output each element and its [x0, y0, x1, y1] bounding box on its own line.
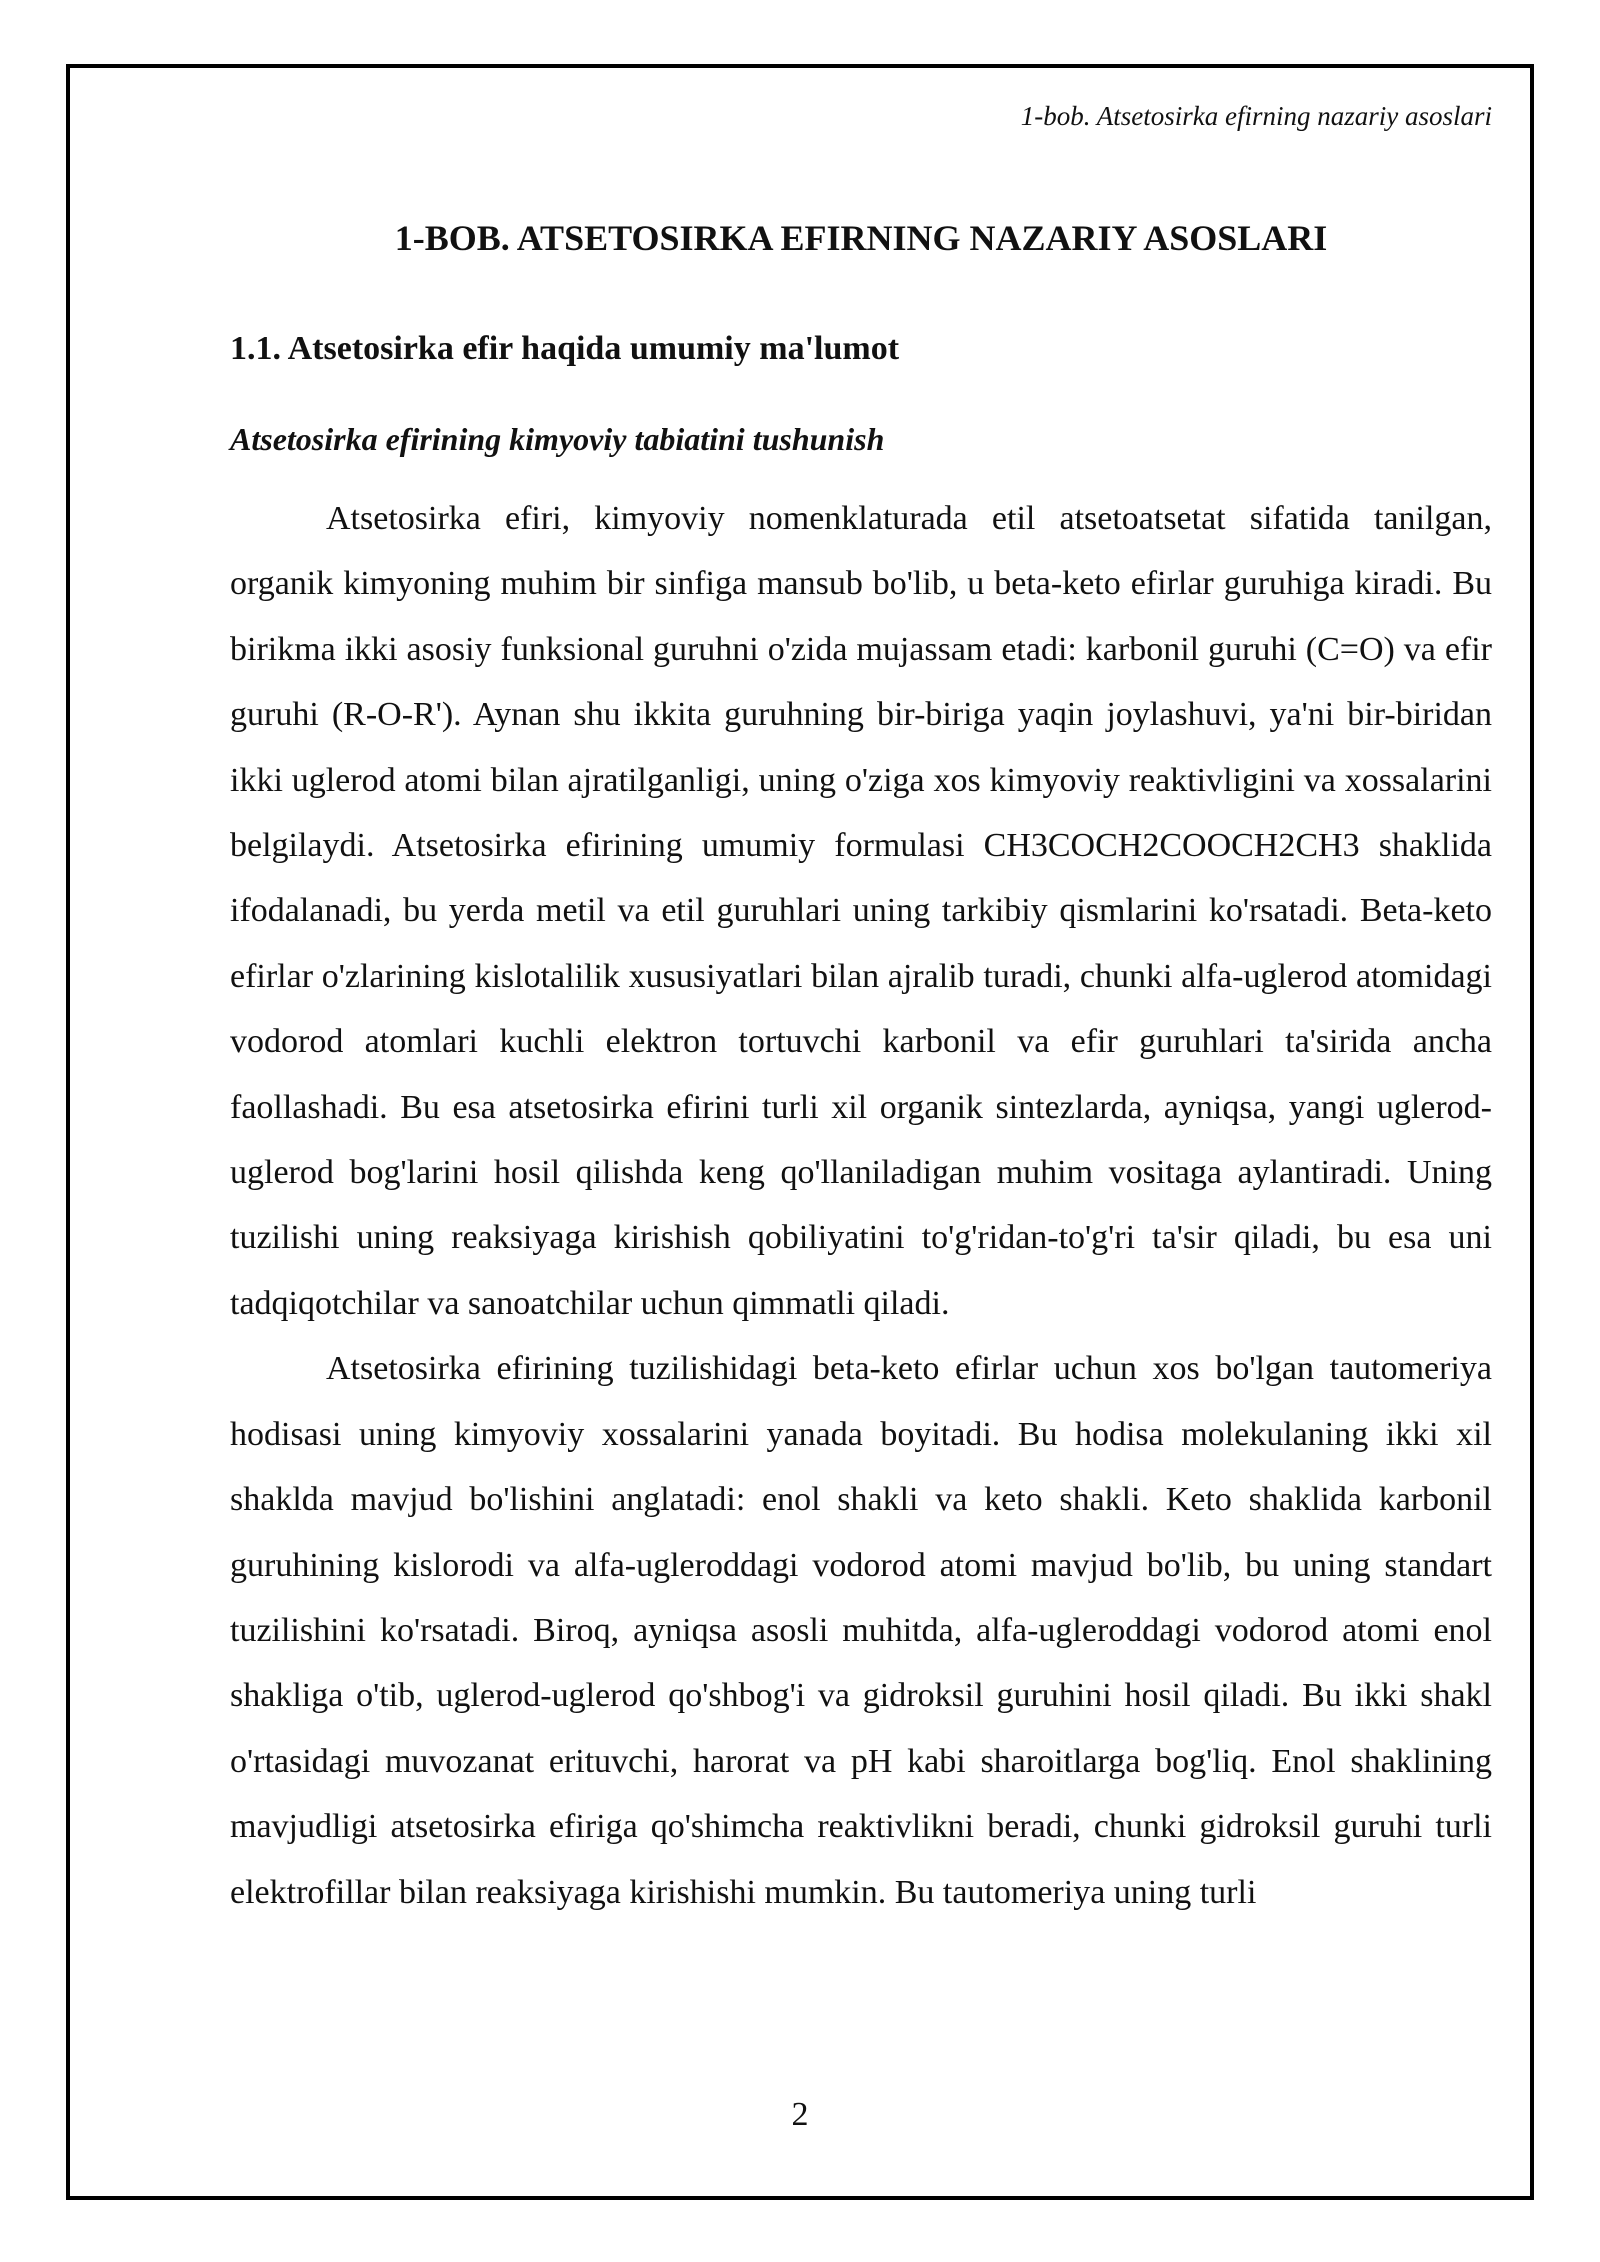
- running-header: 1-bob. Atsetosirka efirning nazariy asoslari: [1020, 101, 1492, 131]
- page-number: 2: [791, 2096, 809, 2133]
- page-content: [230, 96, 1492, 1911]
- body-text: [230, 486, 1492, 1925]
- paragraph: Atsetosirka efirining tuzilishidagi beta-keto efirlar uchun xos bo'lgan tautomeriya hodisasi uning kimyoviy xossalarini yanada boyitadi. Bu hodisa molekulaning ikki xil shaklda mavjud bo'lishini anglatadi: enol shakli va keto shakli. Keto shaklida karbonil guruhining kislorodi va alfa-ugleroddagi vodorod atomi mavjud bo'lib, bu uning standart tuzilishini ko'rsatadi. Biroq, ayniqsa asosli muhitda, alfa-ugleroddagi vodorod atomi enol shakliga o'tib, uglerod-uglerod qo'shbog'i va gidroksil guruhini hosil qiladi. Bu ikki shakl o'rtasidagi muvozanat erituvchi, harorat va pH kabi sharoitlarga bog'liq. Enol shaklining mavjudligi atsetosirka efiriga qo'shimcha reaktivlikni beradi, chunki gidroksil guruhi turli elektrofillar bilan reaksiyaga kirishishi mumkin. Bu tautomeriya uning turli: [230, 1350, 1492, 1911]
- chapter-title: 1-BOB. ATSETOSIRKA EFIRNING NAZARIY ASOSLARI: [394, 218, 1328, 258]
- subsection-title: Atsetosirka efirining kimyoviy tabiatini tushunish: [230, 421, 885, 457]
- section-title: 1.1. Atsetosirka efir haqida umumiy ma'lumot: [230, 330, 900, 367]
- paragraph: Atsetosirka efiri, kimyoviy nomenklaturada etil atsetoatsetat sifatida tanilgan, organik kimyoning muhim bir sinfiga mansub bo'lib, u beta-keto efirlar guruhiga kiradi. Bu birikma ikki asosiy funksional guruhni o'zida mujassam etadi: karbonil guruhi (C=O) va efir guruhi (R-O-R'). Aynan shu ikkita guruhning bir-biriga yaqin joylashuvi, ya'ni bir-biridan ikki uglerod atomi bilan ajratilganligi, uning o'ziga xos kimyoviy reaktivligini va xossalarini belgilaydi. Atsetosirka efirining umumiy formulasi CH3COCH2COOCH2CH3 shaklida ifodalanadi, bu yerda metil va etil guruhlari uning tarkibiy qismlarini ko'rsatadi. Beta-keto efirlar o'zlarining kislotalilik xususiyatlari bilan ajralib turadi, chunki alfa-uglerod atomidagi vodorod atomlari kuchli elektron tortuvchi karbonil va efir guruhlari ta'sirida ancha faollashadi. Bu esa atsetosirka efirini turli xil organik sintezlarda, ayniqsa, yangi uglerod-uglerod bog'larini hosil qilishda keng qo'llaniladigan muhim vositaga aylantiradi. Uning tuzilishi uning reaksiyaga kirishish qobiliyatini to'g'ridan-to'g'ri ta'sir qiladi, bu esa uni tadqiqotchilar va sanoatchilar uchun qimmatli qiladi.: [230, 500, 1492, 1322]
